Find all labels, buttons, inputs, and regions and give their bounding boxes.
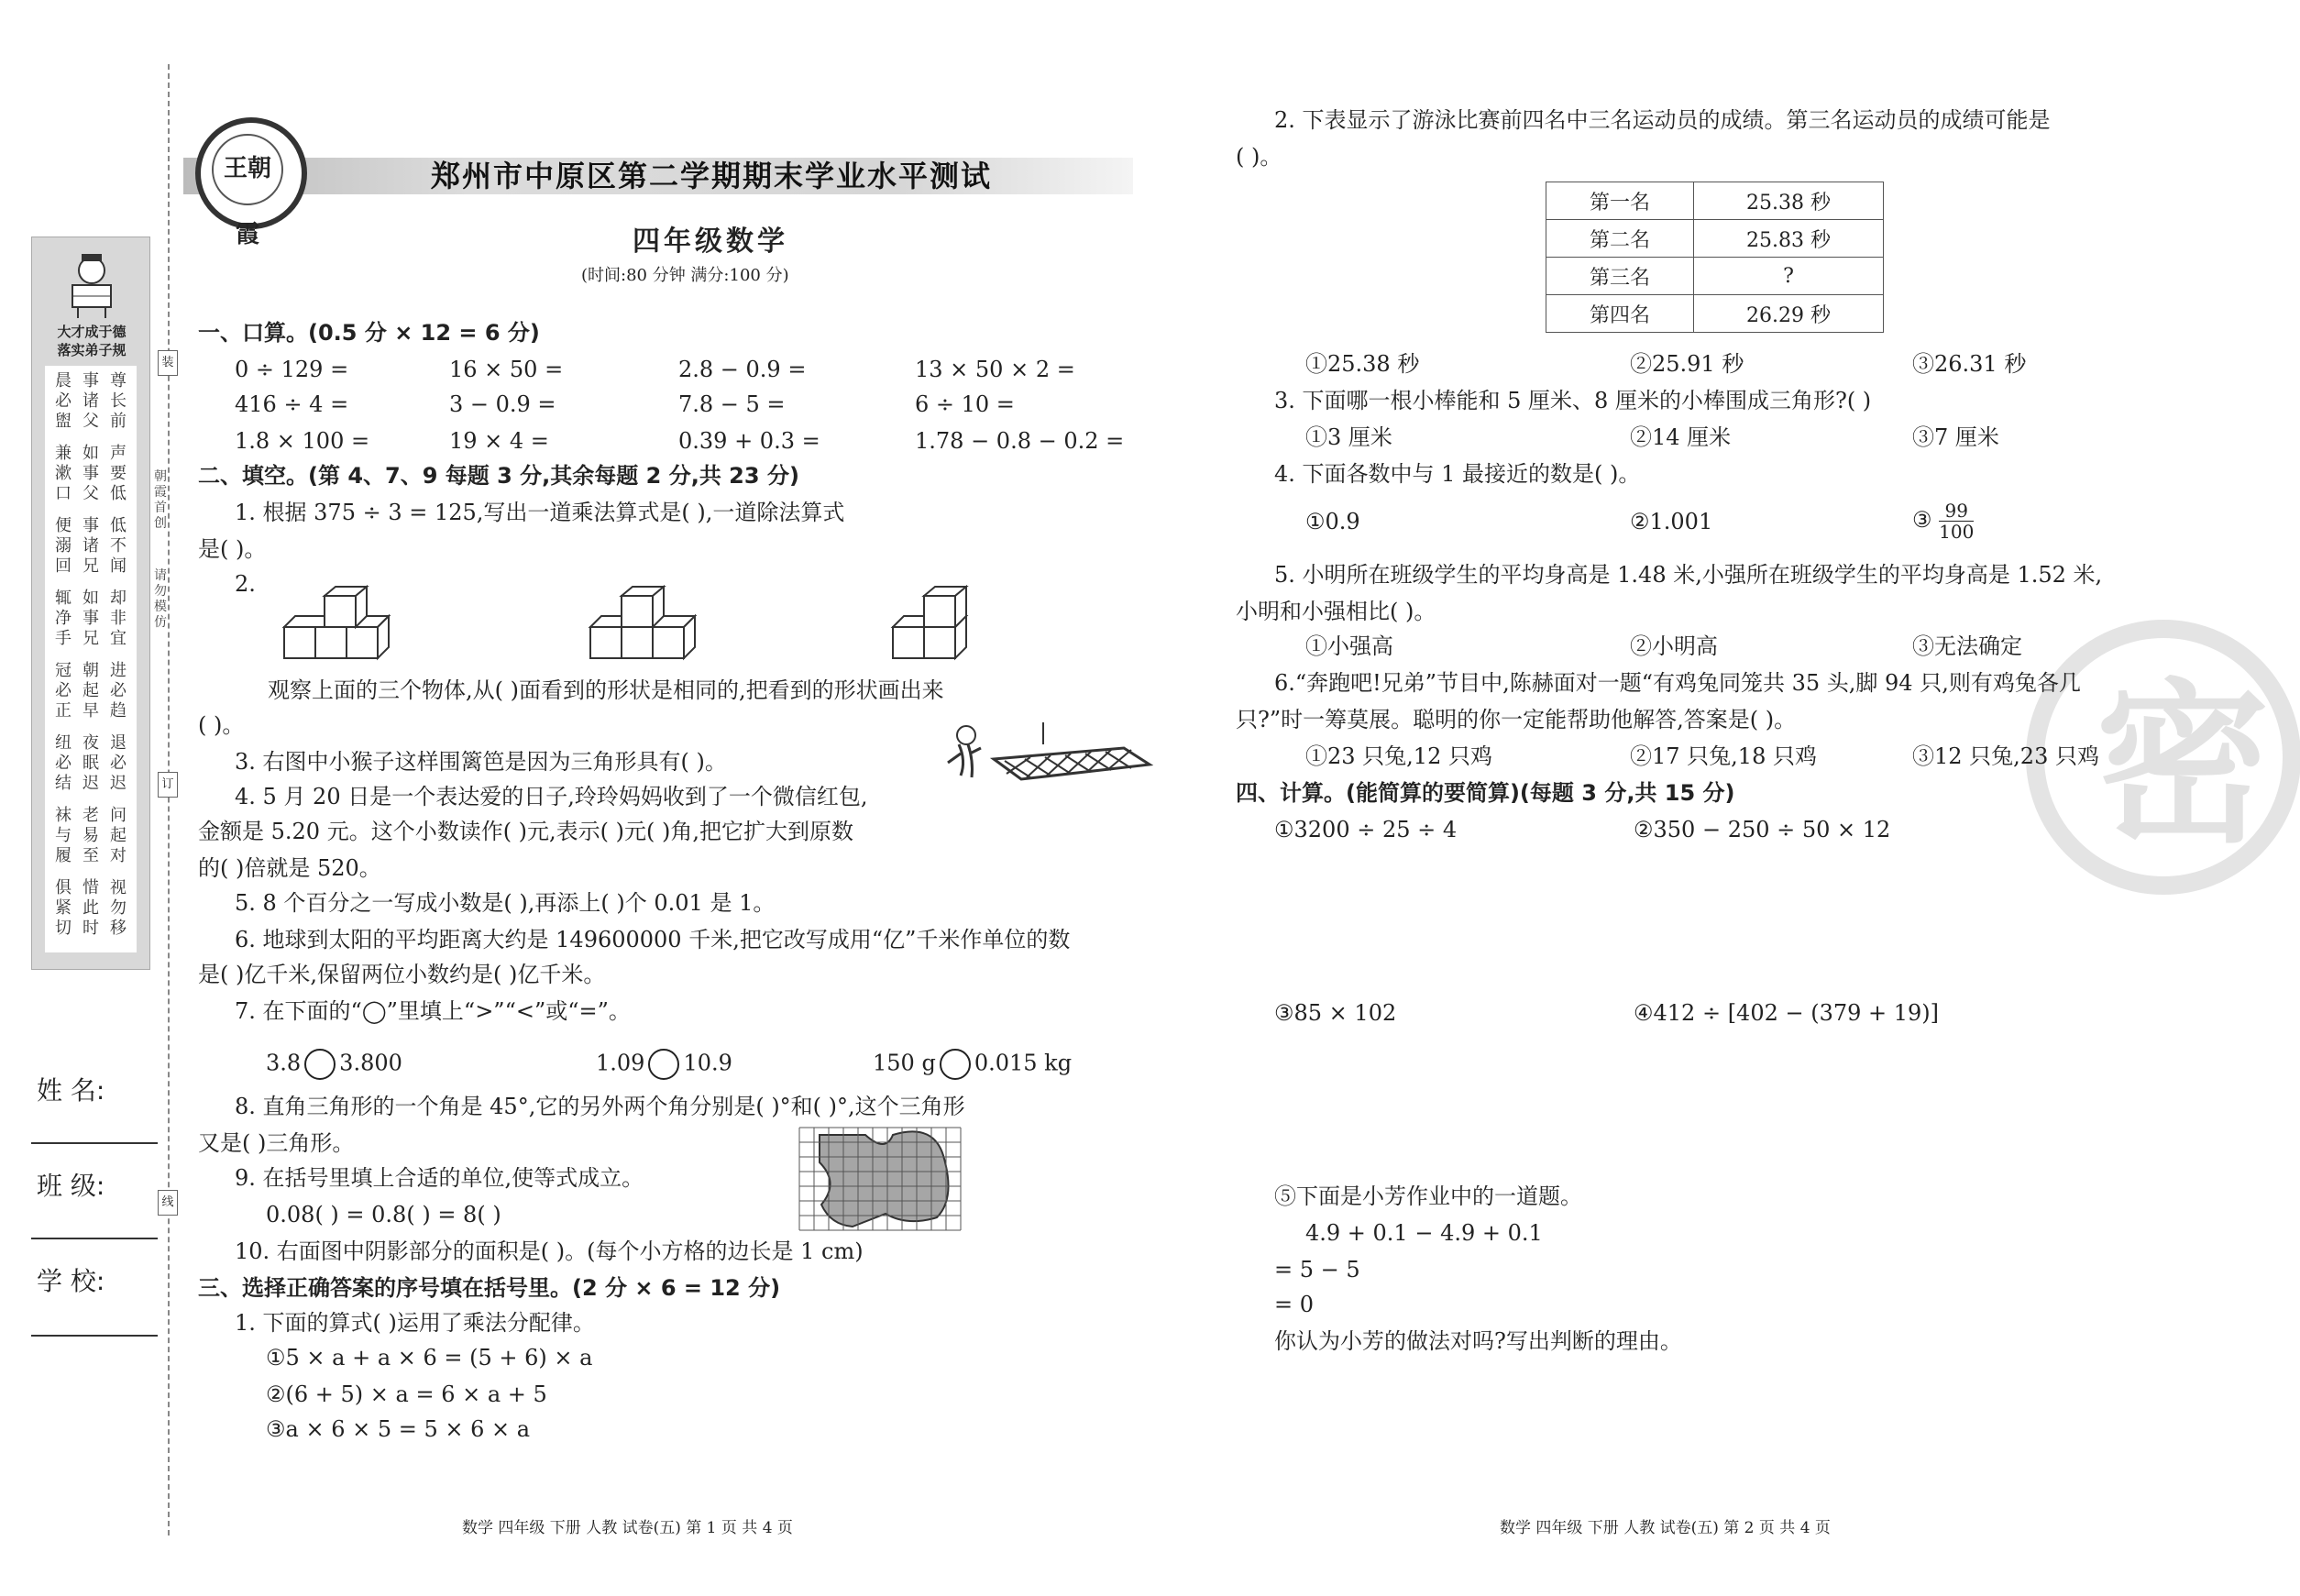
s3-q6a: 6.“奔跑吧!兄弟”节目中,陈赫面对一题“有鸡兔同笼共 35 头,脚 94 只,则有鸡兔各几: [1274, 670, 2081, 696]
compare-circle[interactable]: [940, 1049, 971, 1080]
class-line[interactable]: [31, 1238, 158, 1239]
s4-p5-question: 你认为小芳的做法对吗?写出判断的理由。: [1274, 1328, 1682, 1354]
class-label: 班 级:: [37, 1171, 105, 1201]
s3-q2a: 2. 下表显示了游泳比赛前四名中三名运动员的成绩。第三名运动员的成绩可能是: [1274, 107, 2051, 133]
motto-column: 晨必盥: [55, 371, 72, 431]
table-cell: 第三名: [1546, 258, 1694, 295]
logo: [195, 117, 307, 248]
vertical-note-1: 朝霞首创: [154, 469, 167, 531]
cut-line: [168, 64, 170, 1535]
student-illustration-icon: [60, 248, 124, 322]
s3-q5-opt3: ③无法确定: [1912, 633, 2022, 659]
motto-column: 进必趋: [110, 661, 127, 721]
s3-q3: 3. 下面哪一根小棒能和 5 厘米、8 厘米的小棒围成三角形?( ): [1274, 388, 1872, 413]
s4-p5-line1: 4.9 + 0.1 − 4.9 + 0.1: [1305, 1220, 1543, 1246]
table-row: [1546, 220, 1884, 258]
oral-item: 1.8 × 100 =: [235, 428, 370, 454]
s2-q4c: 的( )倍就是 520。: [198, 855, 381, 881]
s2-q6a: 6. 地球到太阳的平均距离大约是 149600000 千米,把它改写成用“亿”千米作单位的数: [235, 927, 1071, 952]
watermark-glyph: 密: [2096, 662, 2271, 866]
motto-column: 纽必结: [55, 733, 72, 793]
s4-p4: ④412 ÷ [402 − (379 + 19)]: [1634, 1000, 1940, 1026]
s3-q2-opt2: ②25.91 秒: [1630, 351, 1744, 377]
name-label: 姓 名:: [37, 1075, 105, 1106]
s2-q1b: 是( )。: [198, 536, 267, 562]
compare-right: 3.800: [339, 1050, 402, 1076]
vertical-note-2: 请勿模仿: [154, 568, 167, 630]
exam-title: 郑州市中原区第二学期期末学业水平测试: [431, 159, 993, 193]
s3-q6-opt2: ②17 只兔,18 只鸡: [1630, 743, 1817, 769]
oral-item: 13 × 50 × 2 =: [915, 357, 1075, 382]
table-cell: 25.38 秒: [1694, 182, 1884, 220]
s3-q1-opt3: ③a × 6 × 5 = 5 × 6 × a: [266, 1416, 531, 1442]
s3-q1: 1. 下面的算式( )运用了乘法分配律。: [235, 1310, 595, 1336]
motto-column: 便溺回: [55, 516, 72, 576]
footer-right: 数学 四年级 下册 人教 试卷(五) 第 2 页 共 4 页: [1500, 1519, 1831, 1537]
motto-column: 夜眠迟: [83, 733, 99, 793]
motto-column: 朝起早: [83, 661, 99, 721]
s2-q4b: 金额是 5.20 元。这个小数读作( )元,表示( )元( )角,把它扩大到原数: [198, 819, 854, 844]
s2-q4a: 4. 5 月 20 日是一个表达爱的日子,玲玲妈妈收到了一个微信红包,: [235, 784, 868, 809]
table-row: [1546, 258, 1884, 295]
motto-column: 却非宜: [110, 589, 127, 648]
oral-item: 19 × 4 =: [449, 428, 549, 454]
oral-item: 2.8 − 0.9 =: [678, 357, 807, 382]
oral-item: 6 ÷ 10 =: [915, 391, 1015, 417]
s3-q4-opt2: ②1.001: [1630, 509, 1713, 534]
compare-circle[interactable]: [304, 1049, 336, 1080]
motto-column: 辄净手: [55, 589, 72, 648]
name-line[interactable]: [31, 1142, 158, 1144]
s4-p5-line2: = 5 − 5: [1274, 1257, 1360, 1282]
s3-q4-opt1: ①0.9: [1305, 509, 1360, 534]
motto-column: 袜与履: [55, 806, 72, 865]
cube-figure-1: [281, 585, 400, 664]
s2-q9b: 0.08( ) = 0.8( ) = 8( ): [266, 1202, 501, 1227]
s2-q7: 7. 在下面的“◯”里填上“>”“<”或“=”。: [235, 998, 631, 1024]
logo-text: 王朝霞: [212, 134, 283, 205]
table-cell: 第一名: [1546, 182, 1694, 220]
compare-left: 150 g: [873, 1050, 936, 1076]
s3-q2-opt3: ③26.31 秒: [1912, 351, 2027, 377]
s4-p2: ②350 − 250 ÷ 50 × 12: [1634, 817, 1891, 842]
s2-q6b: 是( )亿千米,保留两位小数约是( )亿千米。: [198, 962, 606, 987]
cube-figure-3: [889, 585, 990, 664]
oral-item: 416 ÷ 4 =: [235, 391, 349, 417]
motto-column: 如事父: [83, 444, 99, 503]
oral-item: 3 − 0.9 =: [449, 391, 556, 417]
s3-q6-opt3: ③12 只兔,23 只鸡: [1912, 743, 2099, 769]
fraction-numerator: 99: [1939, 501, 1974, 522]
s3-q4: 4. 下面各数中与 1 最接近的数是( )。: [1274, 461, 1641, 487]
fraction-denominator: 100: [1939, 521, 1975, 543]
motto-column: 视勿移: [110, 878, 127, 938]
motto-column: 事诸父: [83, 371, 99, 431]
motto-column: 声要低: [110, 444, 127, 503]
s3-q6-opt1: ①23 只兔,12 只鸡: [1305, 743, 1492, 769]
swim-results-table: [1546, 182, 1884, 333]
table-cell: 第二名: [1546, 220, 1694, 258]
s3-q1-opt1: ①5 × a + a × 6 = (5 + 6) × a: [266, 1345, 593, 1370]
s3-q5a: 5. 小明所在班级学生的平均身高是 1.48 米,小强所在班级学生的平均身高是 1.52 米,: [1274, 562, 2103, 588]
motto-column: 事诸兄: [83, 516, 99, 576]
table-row: [1546, 182, 1884, 220]
s2-q1a: 1. 根据 375 ÷ 3 = 125,写出一道乘法算式是( ),一道除法算式: [235, 500, 845, 525]
s2-q5: 5. 8 个百分之一写成小数是( ),再添上( )个 0.01 是 1。: [235, 890, 776, 916]
compare-circle[interactable]: [648, 1049, 679, 1080]
s2-q3: 3. 右图中小猴子这样围篱笆是因为三角形具有( )。: [235, 749, 727, 775]
subject-title: 四年级数学: [633, 226, 788, 258]
oral-item: 0 ÷ 129 =: [235, 357, 349, 382]
s2-q2a: 观察上面的三个物体,从( )面看到的形状是相同的,把看到的形状画出来: [268, 677, 944, 703]
exam-meta: (时间:80 分钟 满分:100 分): [581, 266, 789, 285]
area-grid-figure: [798, 1126, 963, 1236]
s3-q4-opt3: [1912, 501, 1974, 542]
motto-column: 问起对: [110, 806, 127, 865]
motto-panel: [31, 237, 150, 970]
compare-item-2: [596, 1049, 732, 1080]
s3-q5-opt2: ②小明高: [1630, 633, 1718, 659]
motto-column: 如事兄: [83, 589, 99, 648]
compare-item-1: [266, 1049, 402, 1080]
s3-q1-opt2: ②(6 + 5) × a = 6 × a + 5: [266, 1381, 547, 1407]
compare-left: 1.09: [596, 1050, 645, 1076]
s3-q3-opt1: ①3 厘米: [1305, 424, 1392, 450]
motto-column: 退必迟: [110, 733, 127, 793]
s4-heading: 四、计算。(能简算的要简算)(每题 3 分,共 15 分): [1236, 780, 1735, 806]
seal-mark-3: 线: [158, 1190, 178, 1216]
oral-item: 7.8 − 5 =: [678, 391, 786, 417]
seal-mark-1: 装: [158, 350, 178, 376]
table-cell: 第四名: [1546, 295, 1694, 333]
motto-text: [45, 366, 137, 952]
seal-mark-2: 订: [158, 772, 178, 798]
s2-q8b: 又是( )三角形。: [198, 1130, 355, 1156]
table-cell: 26.29 秒: [1694, 295, 1884, 333]
s3-q6b: 只?”时一筹莫展。聪明的你一定能帮助他解答,答案是( )。: [1236, 707, 1797, 732]
compare-right: 10.9: [683, 1050, 732, 1076]
motto-title-2: 落实弟子规: [57, 342, 127, 358]
s2-q10: 10. 右面图中阴影部分的面积是( )。(每个小方格的边长是 1 cm): [235, 1238, 864, 1264]
s3-q3-opt2: ②14 厘米: [1630, 424, 1732, 450]
compare-item-3: [873, 1049, 1072, 1080]
motto-column: 冠必正: [55, 661, 72, 721]
motto-column: 低不闻: [110, 516, 127, 576]
fraction-99-100: [1939, 501, 1974, 542]
oral-item: 1.78 − 0.8 − 0.2 =: [915, 428, 1125, 454]
oral-item: 0.39 + 0.3 =: [678, 428, 820, 454]
s3-q5b: 小明和小强相比( )。: [1236, 599, 1436, 624]
s1-heading: 一、口算。(0.5 分 × 12 = 6 分): [198, 320, 540, 346]
s2-q9: 9. 在括号里填上合适的单位,使等式成立。: [235, 1165, 644, 1191]
oral-item: 16 × 50 =: [449, 357, 564, 382]
s2-q2b: ( )。: [198, 712, 245, 738]
s4-p5-line3: = 0: [1274, 1292, 1315, 1317]
table-cell: 25.83 秒: [1694, 220, 1884, 258]
option-marker: ③: [1912, 507, 1932, 533]
footer-left: 数学 四年级 下册 人教 试卷(五) 第 1 页 共 4 页: [462, 1519, 793, 1537]
compare-right: 0.015 kg: [974, 1050, 1073, 1076]
school-label: 学 校:: [37, 1266, 105, 1296]
s3-q2-opt1: ①25.38 秒: [1305, 351, 1420, 377]
motto-column: 俱紧切: [55, 878, 72, 938]
s3-heading: 三、选择正确答案的序号填在括号里。(2 分 × 6 = 12 分): [198, 1275, 781, 1301]
s3-q5-opt1: ①小强高: [1305, 633, 1393, 659]
motto-column: 尊长前: [110, 371, 127, 431]
school-line[interactable]: [31, 1335, 158, 1337]
s2-heading: 二、填空。(第 4、7、9 每题 3 分,其余每题 2 分,共 23 分): [198, 463, 799, 489]
s3-q2b: ( )。: [1236, 144, 1282, 170]
motto-column: 兼漱口: [55, 444, 72, 503]
s3-q3-opt3: ③7 厘米: [1912, 424, 1999, 450]
motto-column: 老易至: [83, 806, 99, 865]
table-cell: ?: [1694, 258, 1884, 295]
s4-p3: ③85 × 102: [1274, 1000, 1397, 1026]
cube-figure-2: [587, 585, 706, 664]
s4-p1: ①3200 ÷ 25 ÷ 4: [1274, 817, 1458, 842]
s4-p5: ⑤下面是小芳作业中的一道题。: [1274, 1183, 1582, 1209]
table-row: [1546, 295, 1884, 333]
motto-column: 惜此时: [83, 878, 99, 938]
s2-q2: 2.: [235, 571, 256, 597]
compare-left: 3.8: [266, 1050, 302, 1076]
motto-title-1: 大才成于德: [57, 324, 127, 340]
s2-q8a: 8. 直角三角形的一个角是 45°,它的另外两个角分别是( )°和( )°,这个三角形: [235, 1094, 965, 1119]
monkey-fence-figure: [941, 721, 1153, 794]
